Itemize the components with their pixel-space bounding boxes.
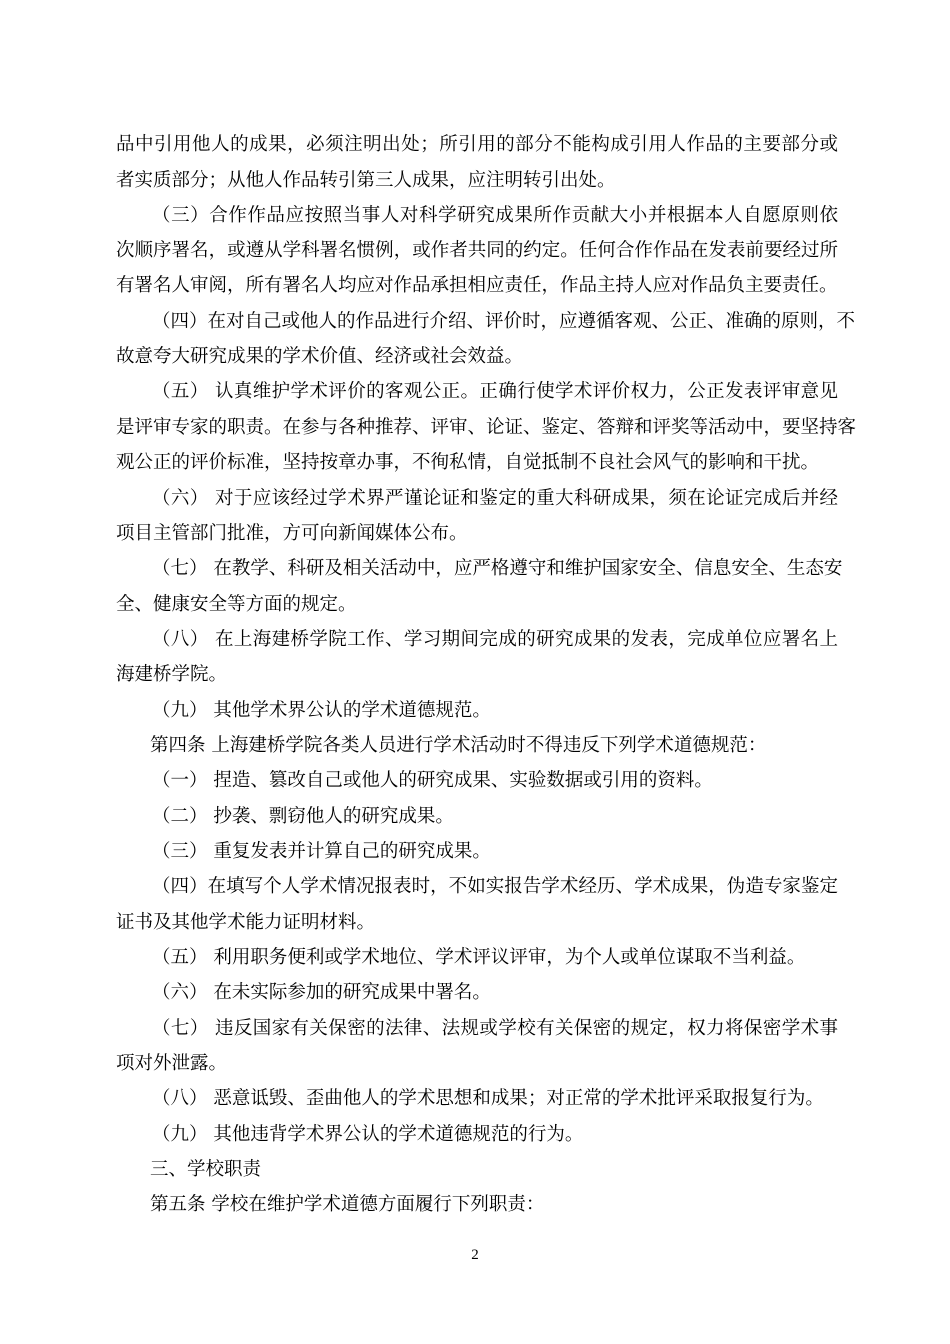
section-heading: 三、学校职责	[150, 1159, 262, 1180]
text-line: （三）合作作品应按照当事人对科学研究成果所作贡献大小并根据本人自愿原则依	[152, 205, 838, 226]
text-line: 者实质部分；从他人作品转引第三人成果，应注明转引出处。	[116, 170, 616, 191]
text-line: （四）在对自己或他人的作品进行介绍、评价时，应遵循客观、公正、准确的原则，不	[152, 311, 856, 332]
article-heading: 第五条 学校在维护学术道德方面履行下列职责：	[150, 1194, 545, 1215]
text-line: 海建桥学院。	[116, 664, 228, 685]
text-line: （八） 恶意诋毁、歪曲他人的学术思想和成果；对正常的学术批评采取报复行为。	[152, 1088, 824, 1109]
text-line: 是评审专家的职责。在参与各种推荐、评审、论证、鉴定、答辩和评奖等活动中，要坚持客	[116, 417, 857, 438]
text-line: （五） 利用职务便利或学术地位、学术评议评审，为个人或单位谋取不当利益。	[152, 947, 806, 968]
text-line: 观公正的评价标准，坚持按章办事，不徇私情，自觉抵制不良社会风气的影响和干扰。	[116, 452, 820, 473]
text-line: 项目主管部门批准，方可向新闻媒体公布。	[116, 523, 468, 544]
text-line: （五） 认真维护学术评价的客观公正。正确行使学术评价权力，公正发表评审意见	[152, 381, 838, 402]
text-line: 故意夸大研究成果的学术价值、经济或社会效益。	[116, 346, 524, 367]
text-line: （四）在填写个人学术情况报表时，不如实报告学术经历、学术成果，伪造专家鉴定	[152, 876, 838, 897]
text-line: 证书及其他学术能力证明材料。	[116, 912, 376, 933]
text-line: （三） 重复发表并计算自己的研究成果。	[152, 841, 491, 862]
text-line: 次顺序署名，或遵从学科署名惯例，或作者共同的约定。任何合作作品在发表前要经过所	[116, 240, 838, 261]
text-line: （七） 违反国家有关保密的法律、法规或学校有关保密的规定，权力将保密学术事	[152, 1018, 838, 1039]
text-line: 有署名人审阅，所有署名人均应对作品承担相应责任，作品主持人应对作品负主要责任。	[116, 275, 838, 296]
page-number: 2	[471, 1247, 479, 1263]
text-line: （二） 抄袭、剽窃他人的研究成果。	[152, 806, 454, 827]
text-line: （六） 在未实际参加的研究成果中署名。	[152, 982, 491, 1003]
text-line: （一） 捏造、篡改自己或他人的研究成果、实验数据或引用的资料。	[152, 770, 713, 791]
text-line: 项对外泄露。	[116, 1053, 228, 1074]
text-line: （六） 对于应该经过学术界严谨论证和鉴定的重大科研成果，须在论证完成后并经	[152, 488, 838, 509]
text-line: （七） 在教学、科研及相关活动中，应严格遵守和维护国家安全、信息安全、生态安	[152, 558, 843, 579]
text-line: （九） 其他违背学术界公认的学术道德规范的行为。	[152, 1124, 584, 1145]
article-heading: 第四条 上海建桥学院各类人员进行学术活动时不得违反下列学术道德规范：	[150, 735, 767, 756]
text-line: 全、健康安全等方面的规定。	[116, 594, 357, 615]
text-line: （八） 在上海建桥学院工作、学习期间完成的研究成果的发表，完成单位应署名上	[152, 629, 838, 650]
text-line: （九） 其他学术界公认的学术道德规范。	[152, 700, 491, 721]
text-line: 品中引用他人的成果，必须注明出处；所引用的部分不能构成引用人作品的主要部分或	[116, 134, 838, 155]
